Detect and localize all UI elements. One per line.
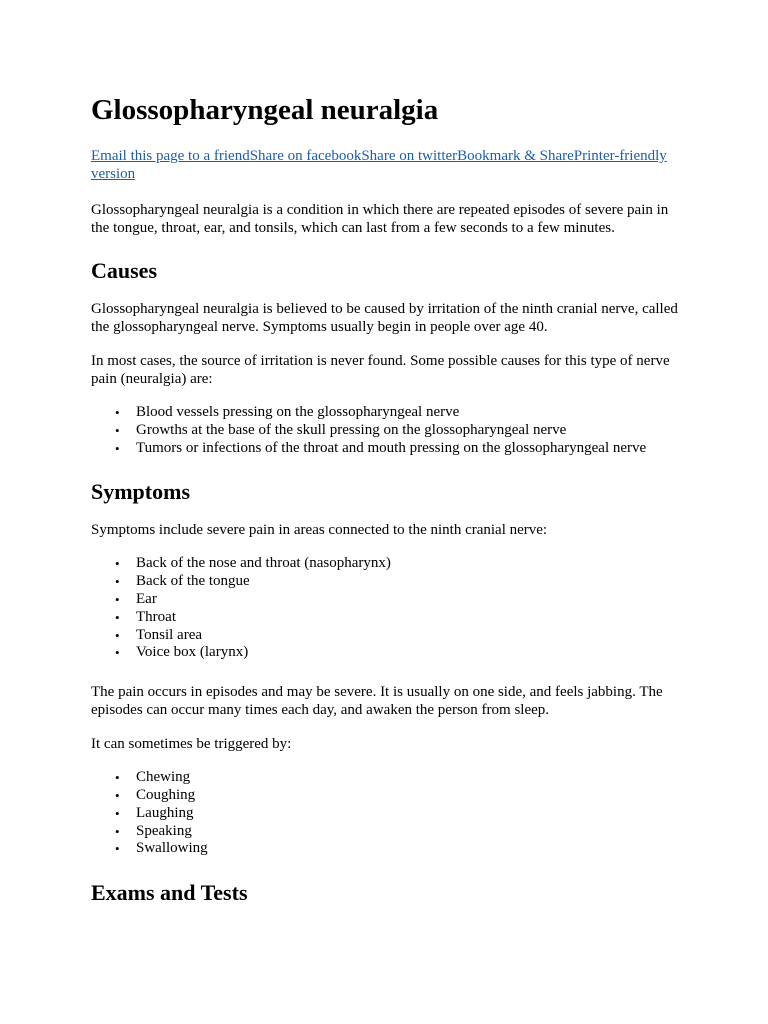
bullet-icon: • — [115, 609, 120, 625]
list-item: • Tumors or infections of the throat and mouth pressing on the glossopharyngeal nerve — [115, 439, 647, 456]
bullet-icon: • — [115, 805, 120, 821]
symptom-areas-list — [91, 555, 678, 662]
symptoms-paragraph-2: The pain occurs in episodes and may be severe. It is usually on one side, and feels jabbing. The episodes can occur many times each day, and awaken the person from sleep. — [91, 684, 663, 719]
bullet-icon: • — [115, 556, 120, 572]
list-item: • Voice box (larynx) — [115, 644, 249, 661]
symptoms-heading: Symptoms — [91, 479, 191, 505]
bullet-icon: • — [115, 787, 120, 803]
causes-paragraph-1: Glossopharyngeal neuralgia is believed to be caused by irritation of the ninth cranial nerve, called the glossopharyngeal nerve. Symptoms usually begin in people over age 40. — [91, 301, 678, 335]
bullet-icon: • — [115, 405, 120, 420]
symptoms-paragraph-3: It can sometimes be triggered by: — [91, 736, 292, 753]
intro-paragraph: Glossopharyngeal neuralgia is a condition in which there are repeated episodes of severe pain in the tongue, throat, ear, and tonsils, which can last from a few seconds to a few minutes. — [91, 202, 669, 236]
causes-heading: Causes — [91, 258, 158, 283]
list-item: • Back of the nose and throat (nasopharynx) — [115, 555, 391, 572]
list-item: • Speaking — [115, 822, 192, 839]
list-item: • Chewing — [115, 769, 191, 786]
list-item: • Back of the tongue — [115, 573, 250, 590]
list-item: • Ear — [115, 590, 157, 607]
bullet-icon: • — [115, 422, 120, 438]
bullet-icon: • — [115, 627, 120, 643]
bullet-icon: • — [115, 574, 120, 590]
list-item: • Growths at the base of the skull pressing on the glossopharyngeal nerve — [115, 421, 567, 438]
list-item: • Swallowing — [115, 840, 208, 857]
bullet-icon: • — [115, 645, 120, 661]
list-item: • Laughing — [115, 804, 194, 821]
triggers-list — [91, 769, 678, 858]
symptoms-paragraph-1: Symptoms include severe pain in areas connected to the ninth cranial nerve: — [91, 522, 548, 539]
bullet-icon: • — [115, 841, 120, 857]
causes-paragraph-2: In most cases, the source of irritation is never found. Some possible causes for this type of nerve pain (neuralgia) are: — [91, 353, 670, 387]
email-friend-link[interactable]: Email this page to a friend — [91, 148, 250, 164]
bullet-icon: • — [115, 770, 120, 786]
bookmark-share-link[interactable]: Bookmark & Share — [457, 148, 574, 164]
list-item: • Coughing — [115, 786, 196, 803]
bullet-icon: • — [115, 591, 120, 607]
list-item: • Tonsil area — [115, 626, 203, 643]
share-facebook-link[interactable]: Share on facebook — [249, 148, 362, 164]
share-twitter-link[interactable]: Share on twitter — [361, 148, 458, 164]
page-title: Glossopharyngeal neuralgia — [91, 94, 439, 126]
bullet-icon: • — [115, 823, 120, 839]
share-links — [91, 147, 678, 183]
list-item: • Blood vessels pressing on the glossopharyngeal nerve — [115, 404, 460, 420]
printer-friendly-link[interactable]: Printer-friendly version — [91, 148, 667, 182]
list-item: • Throat — [115, 608, 176, 625]
bullet-icon: • — [115, 440, 120, 456]
causes-list — [91, 404, 678, 457]
exams-heading: Exams and Tests — [91, 880, 248, 906]
